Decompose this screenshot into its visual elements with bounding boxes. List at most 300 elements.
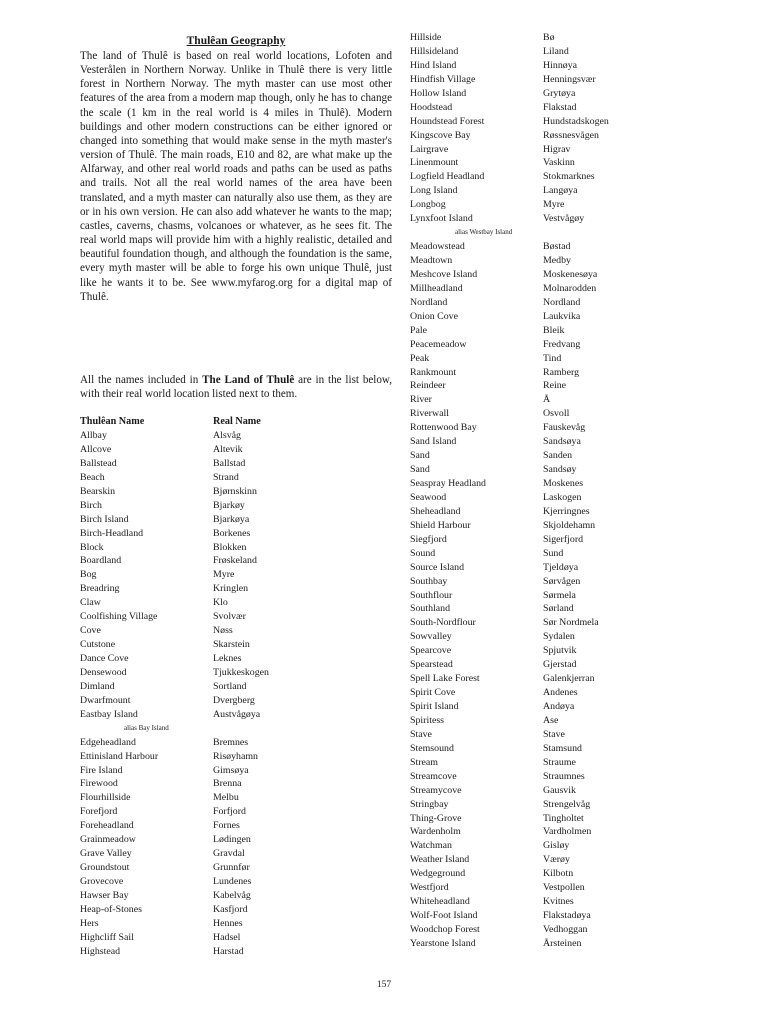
names-note-before: All the names included in [80,374,203,386]
real-name: Dvergberg [213,694,255,706]
name-row [410,296,710,310]
name-row [80,945,392,959]
real-name: Sørland [543,603,574,615]
name-row [410,700,710,714]
thulean-name: Ettinisland Harbour [80,750,159,762]
name-row [80,499,392,513]
thulean-name: Reindeer [410,380,446,392]
thulean-name: Kingscove Bay [410,129,471,141]
thulean-name: Longbog [410,199,446,211]
real-name: Sandsøy [543,464,577,476]
names-note-after: are in the list below, with their real world location listed next to them. [80,374,392,401]
name-row [410,73,710,87]
real-name: Svolvær [213,611,246,623]
name-row [410,324,710,338]
real-name: Laskogen [543,491,582,503]
thulean-name: Bog [80,569,97,581]
name-row [410,839,710,853]
real-name: Grunnfør [213,862,250,874]
thulean-name: Hind Island [410,59,457,71]
thulean-name: Spell Lake Forest [410,673,480,685]
name-row [410,770,710,784]
real-name: Bjarkøya [213,513,250,525]
name-row [410,853,710,867]
name-row [410,575,710,589]
real-name: Røssnesvågen [543,129,599,141]
name-row [80,485,392,499]
name-list-right [410,31,710,951]
thulean-name: Spirit Cove [410,687,456,699]
thulean-name: Hollow Island [410,87,467,99]
name-row [410,867,710,881]
real-name: Værøy [543,854,570,866]
thulean-name: Eastbay Island [80,708,138,720]
real-name: Kasfjord [213,903,248,915]
thulean-name: Wardenholm [410,826,461,838]
thulean-name: Coolfishing Village [80,611,158,623]
name-row [410,87,710,101]
name-row [410,352,710,366]
thulean-name: Riverwall [410,408,449,420]
name-row [80,680,392,694]
name-row [410,630,710,644]
name-row [80,554,392,568]
name-row [80,582,392,596]
real-name: Forfjord [213,806,246,818]
real-name: Kjerringnes [543,505,590,517]
name-row [410,561,710,575]
name-row [410,895,710,909]
name-row [410,477,710,491]
thulean-name: Birch [80,499,102,511]
thulean-name: Cutstone [80,639,116,651]
thulean-name: Allbay [80,430,107,441]
thulean-name: Flourhillside [80,792,131,804]
name-row [410,784,710,798]
intro-paragraph: The land of Thulê is based on real world locations, Lofoten and Vesterålen in Northern Norway. Unlike in Thulê there is very little forest in Northern Norway. The myth master can use most other features of the area from a modern map though, only he has to change the scale (1 km in the real world is 4 miles in Thulê). Modern buildings and other modern constructions can be either ignored or changed into something that would make sense in the myth master's version of Thulê. The main roads, E10 and 82, are what make up the Alfarway, and other real world roads and paths can be used as paths and trails. Not all the real world names of the area have been translated, and a myth master can naturally also use them, as they are or in his own version. He can also add whatever he wants to the map; castles, caverns, chasms, volcanoes or whatever, as he sees fit. The real world maps will provide him with a highly realistic, detailed and beautiful foundation though, and although the foundation is the same, every myth master will be able to forge his own unique Thulê, just like he wants it to be. See www.myfarog.org for a digital map of Thulê. [80,50,392,303]
thulean-name: Seaspray Headland [410,478,486,489]
thulean-name: Cove [80,625,101,637]
names-note-paragraph [80,373,392,401]
thulean-name: Sand Island [410,436,457,448]
name-row [80,819,392,833]
name-row [80,931,392,945]
name-row [410,45,710,59]
name-row [410,101,710,115]
real-name: Vestpollen [543,882,585,894]
real-name: Bremnes [213,736,249,748]
real-name: Ballstad [213,457,246,469]
thulean-name: Peacemeadow [410,338,467,350]
real-name: Bø [543,32,555,43]
name-row [80,457,392,471]
thulean-name: Wedgeground [410,868,466,880]
thulean-name: Boardland [80,555,122,567]
name-row [80,666,392,680]
name-row [80,764,392,778]
real-name: Tind [543,352,562,364]
name-row [80,610,392,624]
real-name: Reine [543,380,567,392]
real-name: Frøskeland [213,555,257,567]
thulean-name: Millheadland [410,282,463,294]
name-row [410,240,710,254]
real-name: Sund [543,547,564,559]
thulean-name: Watchman [410,840,452,852]
thulean-name: Streamcove [410,770,457,782]
real-name: Nøss [213,625,233,637]
name-row [410,923,710,937]
thulean-name: Rottenwood Bay [410,422,477,434]
real-name: Vardholmen [543,826,592,838]
real-name: Kringlen [213,583,249,595]
real-name: Langøya [543,185,578,197]
name-row [410,170,710,184]
name-row [80,791,392,805]
thulean-name: Siegfjord [410,533,447,545]
thulean-name: Breadring [80,583,120,595]
thulean-name: Birch Island [80,513,129,525]
real-name: Vedhoggan [543,924,588,935]
thulean-name: Houndstead Forest [410,115,485,127]
name-row [410,825,710,839]
real-name: Stokmarknes [543,171,595,183]
real-name: Tjukkeskogen [213,666,269,678]
name-row [80,917,392,931]
thulean-name: Forefjord [80,806,118,818]
thulean-name: Source Island [410,561,465,573]
real-name: Sortland [213,680,247,692]
name-row [410,421,710,435]
thulean-name: Grave Valley [80,848,132,860]
name-row [80,750,392,764]
real-name: Sandsøya [543,436,581,448]
real-name: Leknes [213,653,242,664]
name-row [410,282,710,296]
name-row [410,143,710,157]
name-row [410,129,710,143]
thulean-name: Long Island [410,185,458,197]
name-row [80,652,392,666]
real-name: Hadsel [213,931,241,943]
thulean-name: Grainmeadow [80,834,136,846]
real-name: Blokken [213,541,247,553]
real-name: Moskenesøya [543,268,598,280]
name-row [410,881,710,895]
thulean-name: Stringbay [410,798,449,810]
name-row [80,527,392,541]
thulean-name: Yearstone Island [410,937,476,949]
real-name: Austvågøya [213,708,261,720]
thulean-name: Logfield Headland [410,171,485,183]
thulean-name: Woodchop Forest [410,924,480,935]
real-name: Fredvang [543,338,581,350]
real-name: Vaskinn [543,157,575,169]
real-name: Gisløy [543,840,570,852]
name-row [410,393,710,407]
name-row [410,379,710,393]
real-name: Molnarodden [543,282,597,294]
thulean-name: Foreheadland [80,820,134,832]
thulean-name: Meshcove Island [410,268,478,280]
thulean-name: Sand [410,464,430,476]
name-row [410,366,710,380]
real-name: Hinnøya [543,59,578,71]
real-name: Årsteinen [543,937,582,949]
name-row [410,909,710,923]
real-name: Galenkjerran [543,673,595,685]
thulean-name: Highstead [80,945,121,957]
thulean-name: Hillside [410,32,442,43]
thulean-name: Highcliff Sail [80,931,134,943]
name-row [410,59,710,73]
thulean-name: Onion Cove [410,310,459,322]
name-row [80,443,392,457]
thulean-name: Groundstout [80,862,130,874]
real-name: Stave [543,728,565,740]
name-row [80,777,392,791]
thulean-name: Hawser Bay [80,889,129,901]
real-name: Liland [543,45,569,57]
name-row [410,505,710,519]
real-name: Sør Nordmela [543,617,599,629]
thulean-name: Lynxfoot Island [410,213,473,225]
alias-text: alias Bay Island [124,723,169,732]
thulean-name: Hers [80,917,99,929]
thulean-name: Spearcove [410,645,452,657]
name-row [410,198,710,212]
name-row [80,541,392,555]
name-row [80,736,392,750]
name-row [80,513,392,527]
name-row [410,491,710,505]
thulean-name: Sound [410,547,436,559]
name-row [410,212,710,226]
alias-text: alias Westbay Island [455,228,513,237]
real-name: Melbu [213,792,239,804]
thulean-name: Birch-Headland [80,527,144,539]
thulean-name: Meadowstead [410,241,465,253]
column-headers [80,416,392,429]
real-name: Stamsund [543,742,582,754]
name-row [410,268,710,282]
name-row [410,184,710,198]
real-name: Strand [213,471,239,483]
thulean-name: Densewood [80,666,127,678]
name-row [410,435,710,449]
name-row [80,708,392,722]
thulean-name: Spirit Island [410,701,459,712]
thulean-name: South-Nordflour [410,617,476,629]
real-name: Altevik [213,443,243,455]
real-name: Osvoll [543,408,570,420]
thulean-name: Linenmount [410,157,459,169]
thulean-name: River [410,394,432,406]
real-name: Grytøya [543,87,576,99]
name-row [80,875,392,889]
real-name: Gravdal [213,848,245,860]
thulean-name: Hillsideland [410,45,459,57]
thulean-name: Heap-of-Stones [80,903,142,915]
real-name: Å [543,394,551,406]
name-row [410,658,710,672]
name-row [80,861,392,875]
name-row [80,805,392,819]
real-name: Fornes [213,820,240,832]
name-row [410,407,710,421]
real-name: Nordland [543,296,581,308]
name-row [410,728,710,742]
real-name: Alsvåg [213,430,241,441]
name-row [80,429,392,443]
name-row [410,310,710,324]
thulean-name: Hoodstead [410,101,453,113]
real-name: Hundstadskogen [543,115,609,127]
thulean-name: Pale [410,324,428,336]
name-row [410,616,710,630]
thulean-name: Rankmount [410,366,457,378]
name-row [80,568,392,582]
real-name: Vestvågøy [543,213,585,225]
name-row [410,156,710,170]
thulean-name: Westfjord [410,882,449,894]
thulean-name: Bearskin [80,485,116,497]
name-row [410,463,710,477]
thulean-name: Southbay [410,575,448,587]
real-name: Lundenes [213,876,252,887]
thulean-name: Peak [410,352,430,364]
real-name: Flakstadøya [543,910,591,922]
name-row [410,756,710,770]
real-name: Strengelvåg [543,798,591,810]
name-row [410,533,710,547]
thulean-name: Dwarfmount [80,694,131,706]
name-row [410,254,710,268]
name-row [410,672,710,686]
real-name: Brenna [213,778,242,790]
real-name: Sydalen [543,631,575,643]
thulean-name: Dance Cove [80,653,129,664]
name-row [410,547,710,561]
real-name: Flakstad [543,101,577,113]
real-name: Gjerstad [543,659,577,671]
alias-note [410,226,710,240]
name-row [410,31,710,45]
real-name: Henningsvær [543,73,596,85]
real-name: Bjarkøy [213,499,245,511]
name-row [80,889,392,903]
thulean-name: Southflour [410,589,453,601]
real-name: Ramberg [543,366,580,378]
real-name: Hennes [213,917,243,929]
name-row [410,742,710,756]
name-row [410,644,710,658]
name-row [410,589,710,603]
real-name: Gimsøya [213,764,249,776]
thulean-name: Whiteheadland [410,896,470,908]
real-name: Kabelvåg [213,889,251,901]
name-row [410,519,710,533]
thulean-name: Spiritess [410,714,445,726]
real-name: Andøya [543,701,575,712]
real-name: Myre [543,199,565,211]
thulean-name: Stream [410,756,438,768]
thulean-name: Edgeheadland [80,736,136,748]
name-row [410,338,710,352]
thulean-name: Shield Harbour [410,519,471,531]
thulean-name: Stemsound [410,742,454,754]
name-row [80,624,392,638]
name-row [80,638,392,652]
book-title-bold: The Land of Thulê [202,374,295,386]
real-name: Spjutvik [543,645,577,657]
name-row [410,686,710,700]
thulean-name: Stave [410,728,432,740]
real-name: Skjoldehamn [543,519,596,531]
thulean-name: Sheheadland [410,505,461,517]
real-name: Straumnes [543,770,585,782]
thulean-name: Meadtown [410,255,453,266]
name-row [410,714,710,728]
thulean-name: Lairgrave [410,143,449,155]
thulean-name: Streamycove [410,784,462,796]
real-name: Lødingen [213,834,251,846]
name-row [410,798,710,812]
real-name: Moskenes [543,478,584,489]
name-row [80,903,392,917]
real-name: Kilbotn [543,868,574,880]
name-row [80,471,392,485]
thulean-name: Sand [410,450,430,462]
thulean-name: Nordland [410,296,448,308]
real-name: Straume [543,756,576,768]
real-name: Tingholtet [543,812,584,824]
page-number: 157 [376,980,392,990]
page-title: Thulêan Geography [186,35,286,47]
real-name: Harstad [213,945,244,957]
thulean-name: Spearstead [410,659,453,671]
thulean-name: Beach [80,471,105,483]
real-name: Borkenes [213,527,251,539]
name-row [80,694,392,708]
name-row [80,596,392,610]
real-name: Bleik [543,324,565,336]
name-row [410,937,710,951]
name-row [410,812,710,826]
thulean-name: Block [80,541,104,553]
real-name: Laukvika [543,310,581,322]
thulean-name-header: Thulêan Name [80,416,145,427]
thulean-name: Firewood [80,778,118,790]
real-name-header: Real Name [213,416,261,427]
real-name: Sørmela [543,589,576,601]
real-name: Risøyhamn [213,750,258,762]
name-row [80,833,392,847]
real-name: Klo [213,597,228,609]
real-name: Andenes [543,687,578,699]
real-name: Sigerfjord [543,533,584,545]
thulean-name: Claw [80,597,101,609]
name-list-left [80,429,392,959]
real-name: Higrav [543,143,571,155]
thulean-name: Weather Island [410,854,470,866]
thulean-name: Seawood [410,491,447,503]
thulean-name: Southland [410,603,451,615]
real-name: Ase [543,714,559,726]
thulean-name: Grovecove [80,876,124,887]
thulean-name: Ballstead [80,457,117,469]
real-name: Sørvågen [543,575,581,587]
